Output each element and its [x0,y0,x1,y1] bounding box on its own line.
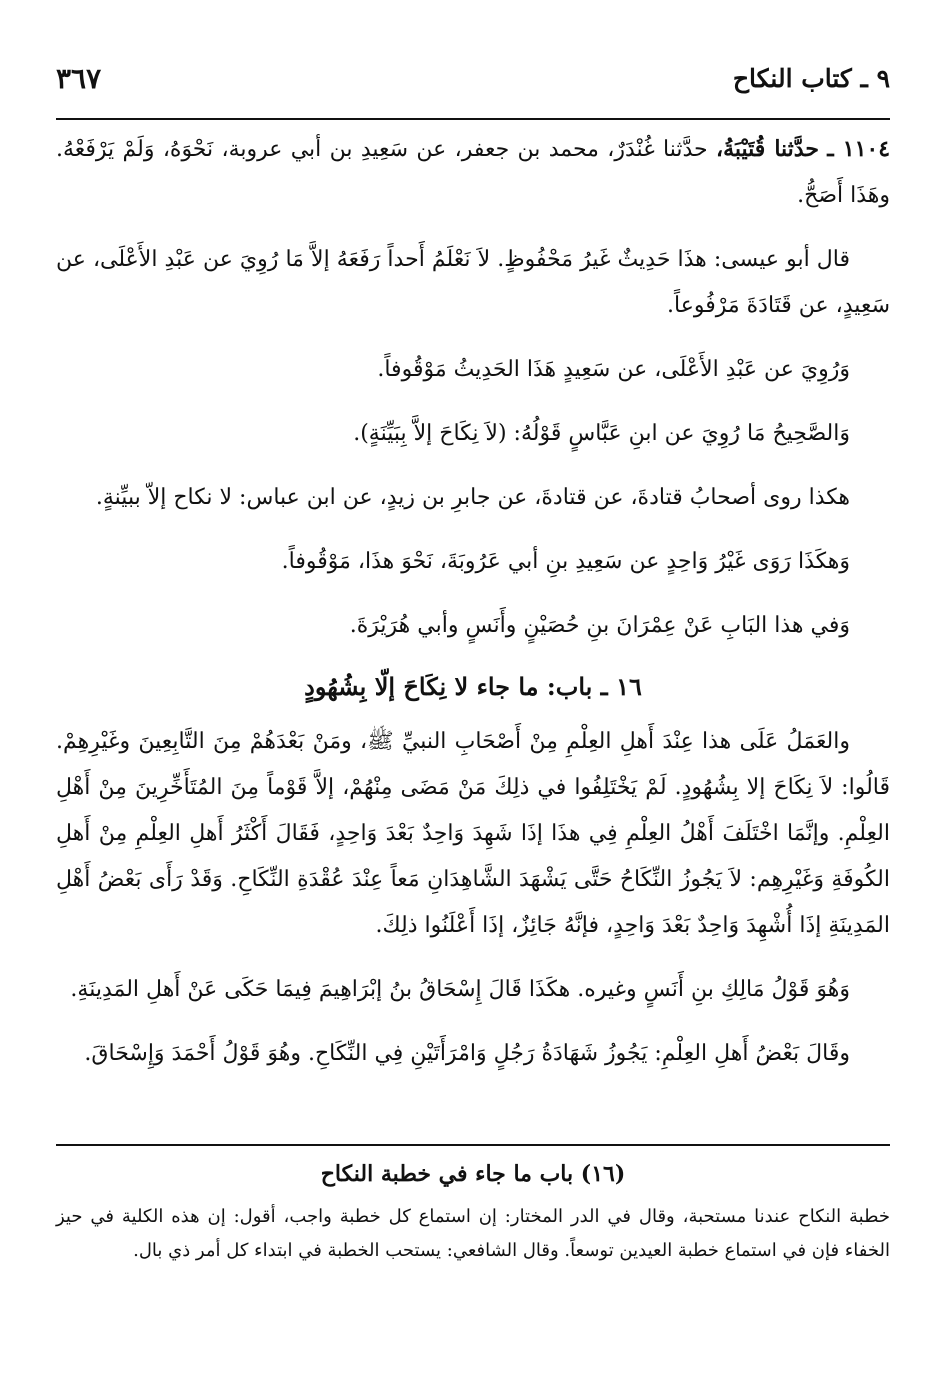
hadith-number: ١١٠٤ ـ [827,136,891,162]
main-text [56,126,890,1095]
paragraph-amal: والعَمَلُ عَلَى هذا عِنْدَ أَهلِ العِلْمِ مِنْ أَصْحَابِ النبيِّ ﷺ، ومَنْ بَعْدَهُمْ مِنَ التَّابِعِينَ وغَيْرِهِمْ. قَالُوا: لاَ نِكَاحَ إلا بِشُهُودٍ. لَمْ يَخْتَلِفُوا في ذلِكَ مَنْ مَضَى مِنْهُمْ، إلاَّ قَوْماً مِنَ المُتَأَخِّرِينَ مِنْ أَهْلِ العِلْمِ. وإنَّمَا اخْتَلَفَ أَهْلُ العِلْمِ فِي هذَا إذَا شَهِدَ وَاحِدٌ بَعْدَ وَاحِدٍ، فَقَالَ أَكْثَرُ أَهلِ العِلْمِ مِنْ أَهلِ الكُوفَةِ وَغَيْرِهِم: لاَ يَجُوزُ النِّكَاحُ حَتَّى يَشْهَدَ الشَّاهِدَانِ مَعاً عِنْدَ عُقْدَةِ النِّكَاحِ. وَقَدْ رَأَى بَعْضُ أَهْلِ المَدِينَةِ إذَا أُشْهِدَ وَاحِدٌ بَعْدَ وَاحِدٍ، فإنَّهُ جَائِزٌ، إذَا أَعْلَنُوا ذلِكَ. [56,729,890,938]
chapter-title: ٩ ـ كتاب النكاح [732,64,890,93]
footnote-text: خطبة النكاح عندنا مستحبة، وقال في الدر المختار: إن استماع كل خطبة واجب، أقول: إن هذه الكلية في حيز الخفاء فإن في استماع خطبة العيدين توسعاً. وقال الشافعي: يستحب الخطبة في ابتداء كل أمر ذي بال. [56,1206,890,1261]
footnote [56,1156,890,1268]
section-heading: ١٦ ـ باب: ما جاء لا نِكَاحَ إلّا بِشُهُودٍ [304,672,642,701]
paragraph-ghayr-wahid: وَهكَذَا رَوَى غَيْرُ وَاحِدٍ عن سَعِيدِ بنِ أبي عَرُوبَةَ، نَحْوَ هذَا، مَوْقُوفاً. [281,549,850,574]
paragraph-bab: وَفي هذا البَابِ عَنْ عِمْرَانَ بنِ حُصَيْنٍ وأَنَسٍ وأبي هُرَيْرَةَ. [349,613,850,638]
header-divider [56,118,890,120]
footnote-divider [56,1144,890,1146]
page-number: ٣٦٧ [56,62,102,95]
footnote-heading: (١٦) باب ما جاء في خطبة النكاح [320,1161,626,1187]
paragraph-abu-isa: قال أبو عيسى: هذَا حَدِيثٌ غَيرُ مَحْفُوظٍ. لاَ نَعْلَمُ أَحداً رَفَعَهُ إلاَّ مَا رُوِيَ عن عَبْدِ الأَعْلَى، عن سَعِيدٍ، عن قَتَادَةَ مَرْفُوعاً. [56,247,890,318]
paragraph-sahih: وَالصَّحِيحُ مَا رُوِيَ عن ابنِ عَبَّاسٍ قَوْلُهُ: (لاَ نِكَاحَ إلاَّ بِبَيِّنَةٍ). [353,421,850,446]
hadith-text: حدَّثنا غُنْدَرٌ، محمد بن جعفر، عن سَعِيدِ بن أبي عروبة، نَحْوَهُ، وَلَمْ يَرْفَعْهُ. وهَذَا أَصَحُّ. [56,137,890,208]
paragraph-malik: وَهُوَ قَوْلُ مَالِكِ بنِ أَنَسٍ وغيره. هكَذَا قَالَ إِسْحَاقُ بنُ إبْرَاهِيمَ فِيمَا حَكَى عَنْ أَهلِ المَدِينَةِ. [70,977,850,1002]
hadith-lead: حدَّثنا قُتَيْبَةُ، [716,136,819,162]
hadith-paragraph [56,126,890,219]
paragraph-qatada: هكذا روى أصحابُ قتادةَ، عن قتادةَ، عن جابرِ بن زيدٍ، عن ابن عباس: لا نكاح إلاّ ببيِّنةٍ. [95,485,850,510]
paragraph-mawquf: وَرُوِيَ عن عَبْدِ الأَعْلَى، عن سَعِيدٍ هَذَا الحَدِيثُ مَوْقُوفاً. [377,357,850,382]
page-header [56,56,890,104]
paragraph-shahada: وقَالَ بَعْضُ أَهلِ العِلْمِ: يَجُوزُ شَهَادَةُ رَجُلٍ وَامْرَأَتَيْنِ فِي النِّكَاحِ. وهُوَ قَوْلُ أَحْمَدَ وَإِسْحَاقَ. [84,1041,850,1066]
